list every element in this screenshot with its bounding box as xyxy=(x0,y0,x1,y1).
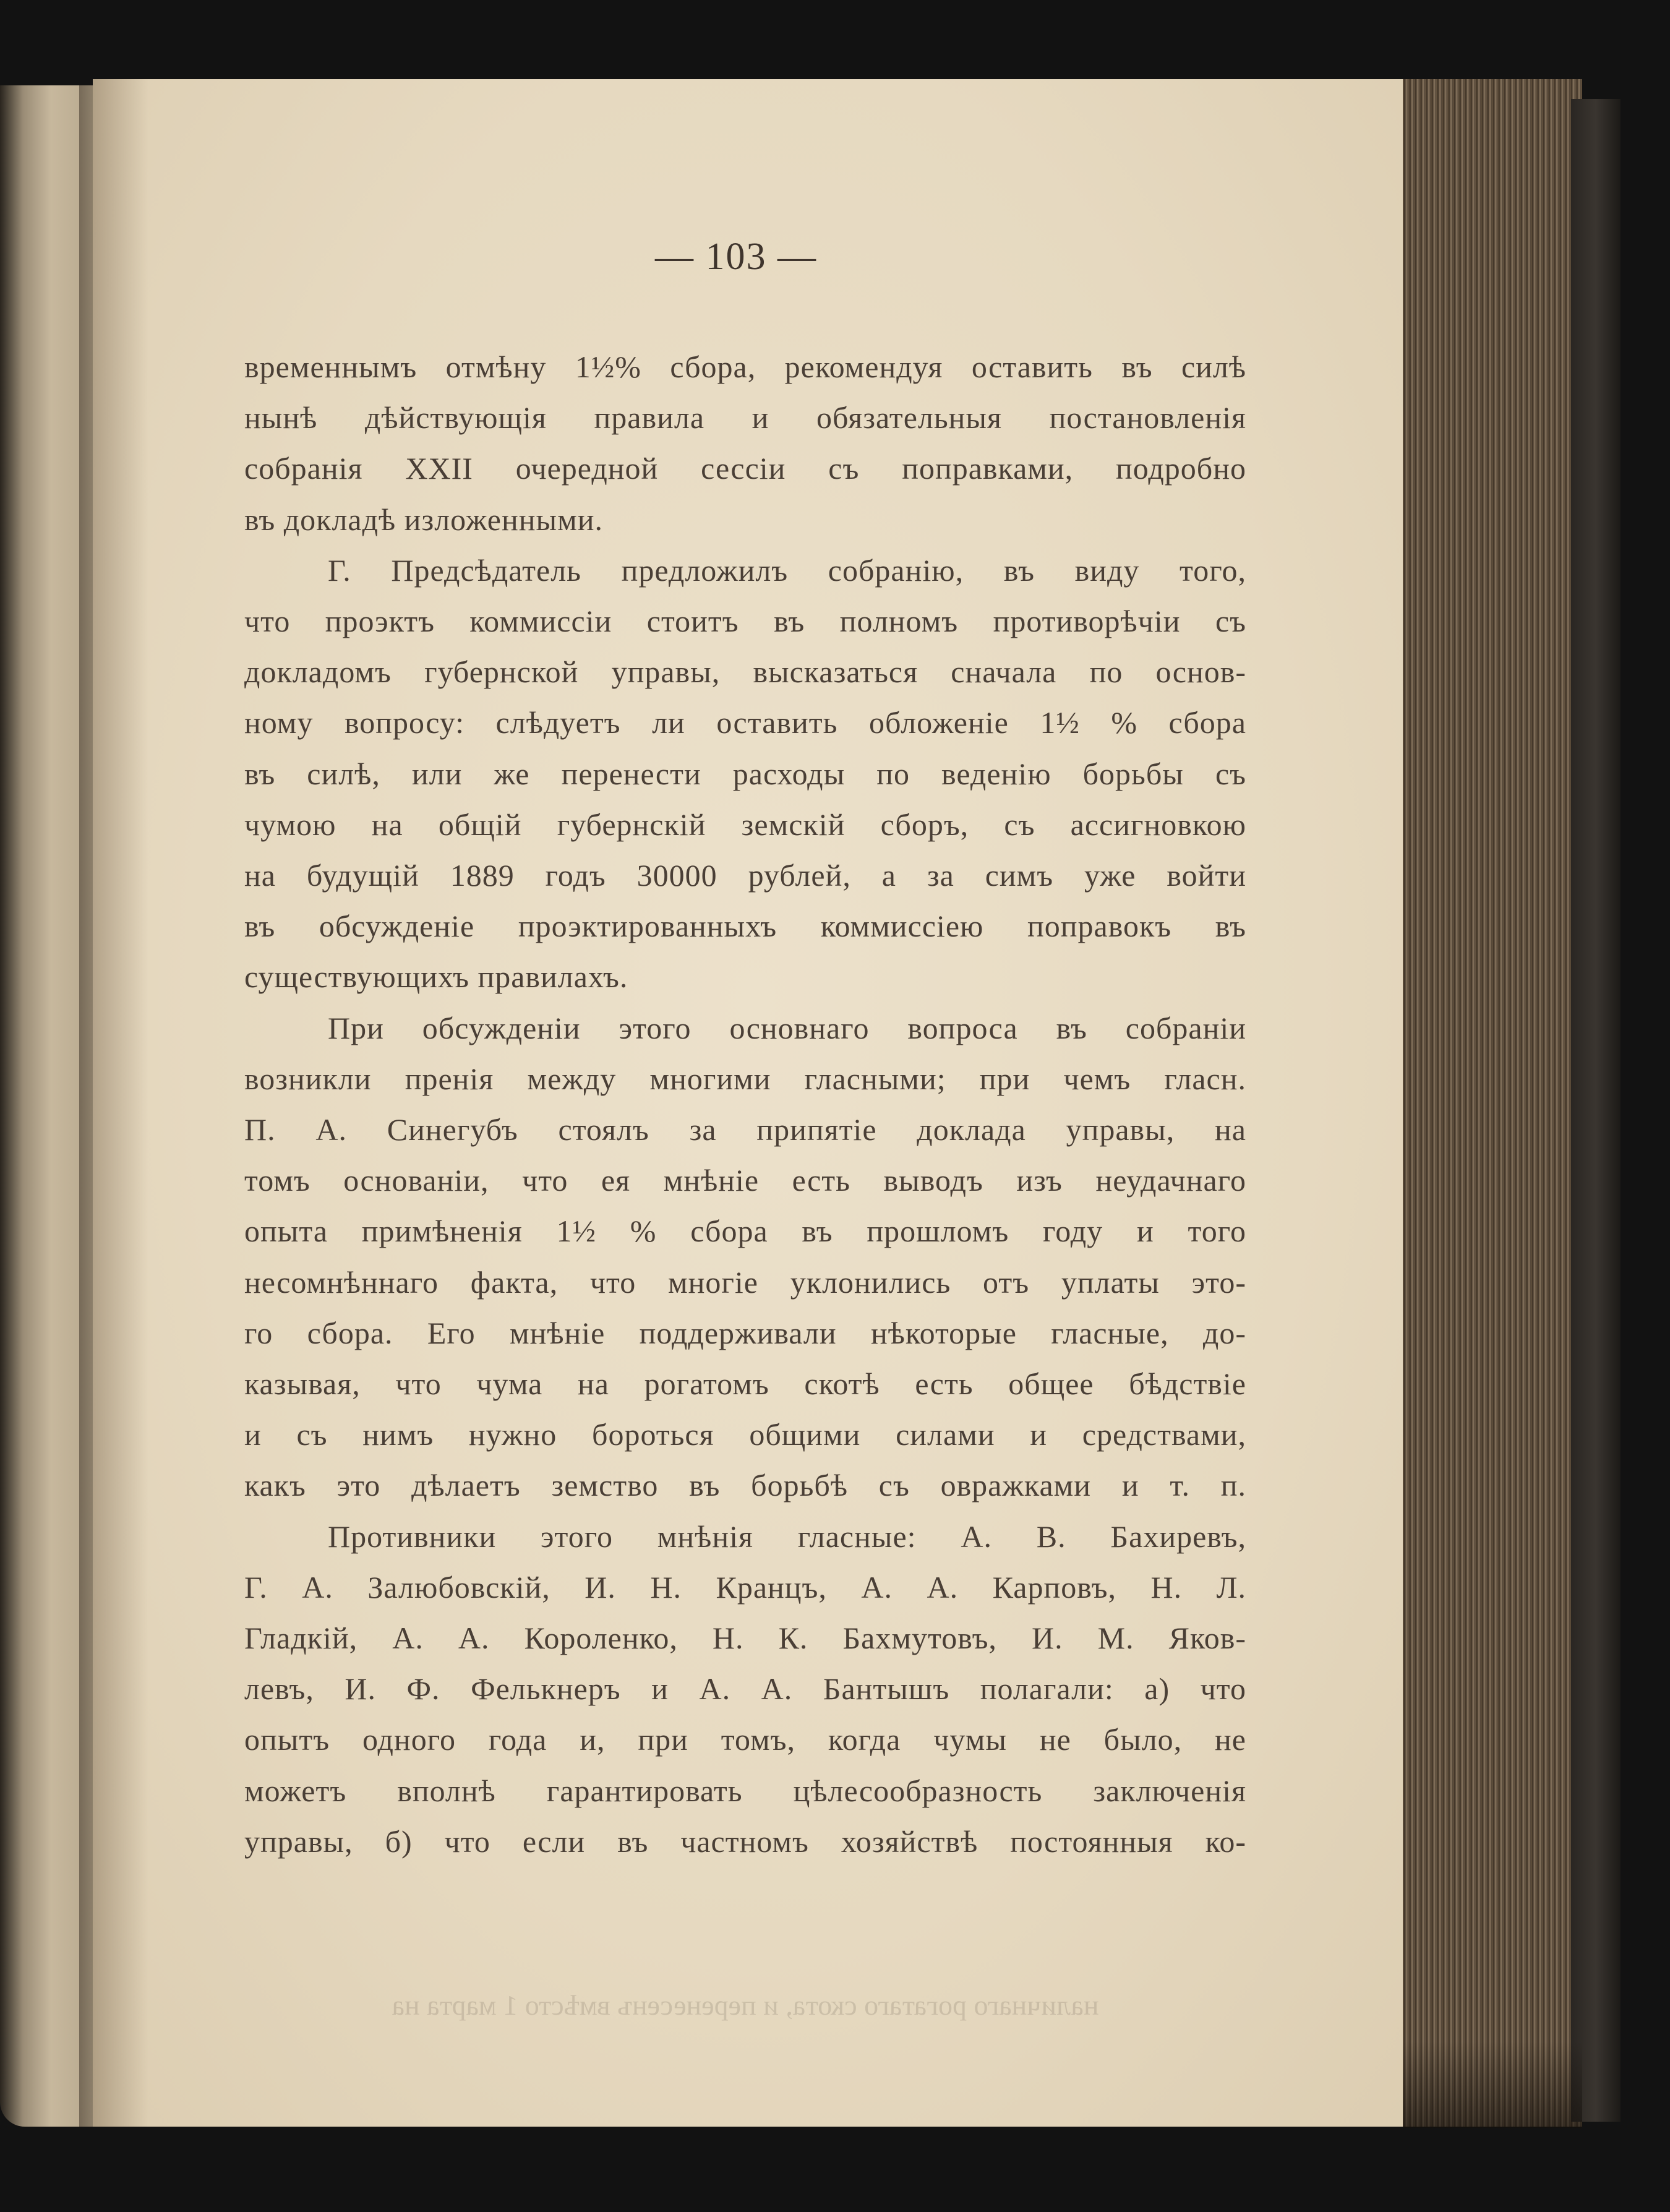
text-line: Противники этого мнѣнія гласные: А. В. Бахиревъ, xyxy=(328,1519,1246,1554)
text-line: несомнѣннаго факта, что многіе уклонились отъ уплаты это- xyxy=(244,1264,1246,1300)
text-line: левъ, И. Ф. Фелькнеръ и А. А. Бантышъ полагали: а) что xyxy=(244,1671,1246,1707)
text-line: можетъ вполнѣ гарантировать цѣлесообразность заключенія xyxy=(244,1773,1246,1808)
text-line: казывая, что чума на рогатомъ скотѣ есть общее бѣдствіе xyxy=(244,1366,1246,1402)
text-line: нынѣ дѣйствующія правила и обязательныя постановленія xyxy=(244,400,1246,435)
gutter-shade xyxy=(93,79,148,2127)
body-text xyxy=(244,341,1246,1867)
text-line: временнымъ отмѣну 1½% сбора, рекомендуя оставить въ силѣ xyxy=(244,349,1246,384)
text-line: опытъ одного года и, при томъ, когда чумы не было, не xyxy=(244,1722,1246,1757)
text-line: возникли пренія между многими гласными; при чемъ гласн. xyxy=(244,1061,1246,1096)
page-stack-shadow xyxy=(1403,2041,1582,2128)
text-line: докладомъ губернской управы, высказаться сначала по основ- xyxy=(244,654,1246,690)
text-line: Гладкій, А. А. Короленко, Н. К. Бахмутовъ, И. М. Яков- xyxy=(244,1621,1246,1656)
text-line: Г. Предсѣдатель предложилъ собранію, въ виду того, xyxy=(328,552,1246,588)
text-line: что проэктъ коммиссіи стоитъ въ полномъ противорѣчіи съ xyxy=(244,604,1246,639)
page-number: — 103 — xyxy=(655,236,817,278)
text-line: чумою на общій губернскій земскій сборъ, съ ассигновкою xyxy=(244,807,1246,842)
text-line: на будущій 1889 годъ 30000 рублей, а за симъ уже войти xyxy=(244,858,1246,893)
text-line: Г. А. Залюбовскій, И. Н. Кранцъ, А. А. Карповъ, Н. Л. xyxy=(244,1569,1246,1605)
text-line: томъ основаніи, что ея мнѣніе есть выводъ изъ неудачнаго xyxy=(244,1163,1246,1198)
text-line: опыта примѣненія 1½ % сбора въ прошломъ году и того xyxy=(244,1214,1246,1249)
text-line: При обсужденіи этого основнаго вопроса въ собраніи xyxy=(328,1010,1246,1045)
text-line: собранія XXII очередной сессіи съ поправками, подробно xyxy=(244,451,1246,486)
text-line: въ силѣ, или же перенести расходы по веденію борьбы съ xyxy=(244,756,1246,791)
page-stack-edge xyxy=(1403,79,1582,2127)
book-cover-edge xyxy=(1571,99,1621,2122)
text-line: ному вопросу: слѣдуетъ ли оставить обложеніе 1½ % сбора xyxy=(244,705,1246,740)
text-line: въ докладѣ изложенными. xyxy=(244,502,603,537)
text-line: управы, б) что если въ частномъ хозяйствѣ постоянныя ко- xyxy=(244,1824,1246,1859)
text-line: и съ нимъ нужно бороться общими силами и средствами, xyxy=(244,1417,1246,1452)
bleed-through-text: наличнаго рогатаго скота, и перенесенъ вмѣсто 1 марта на xyxy=(392,1989,1099,2021)
text-line: въ обсужденіе проэктированныхъ коммиссіею поправокъ въ xyxy=(244,909,1246,944)
text-line: существующихъ правилахъ. xyxy=(244,959,628,995)
text-line: го сбора. Его мнѣніе поддерживали нѣкоторые гласные, до- xyxy=(244,1315,1246,1350)
text-line: П. А. Синегубъ стоялъ за припятіе доклада управы, на xyxy=(244,1112,1246,1147)
text-line: какъ это дѣлаетъ земство въ борьбѣ съ овражками и т. п. xyxy=(244,1468,1246,1503)
